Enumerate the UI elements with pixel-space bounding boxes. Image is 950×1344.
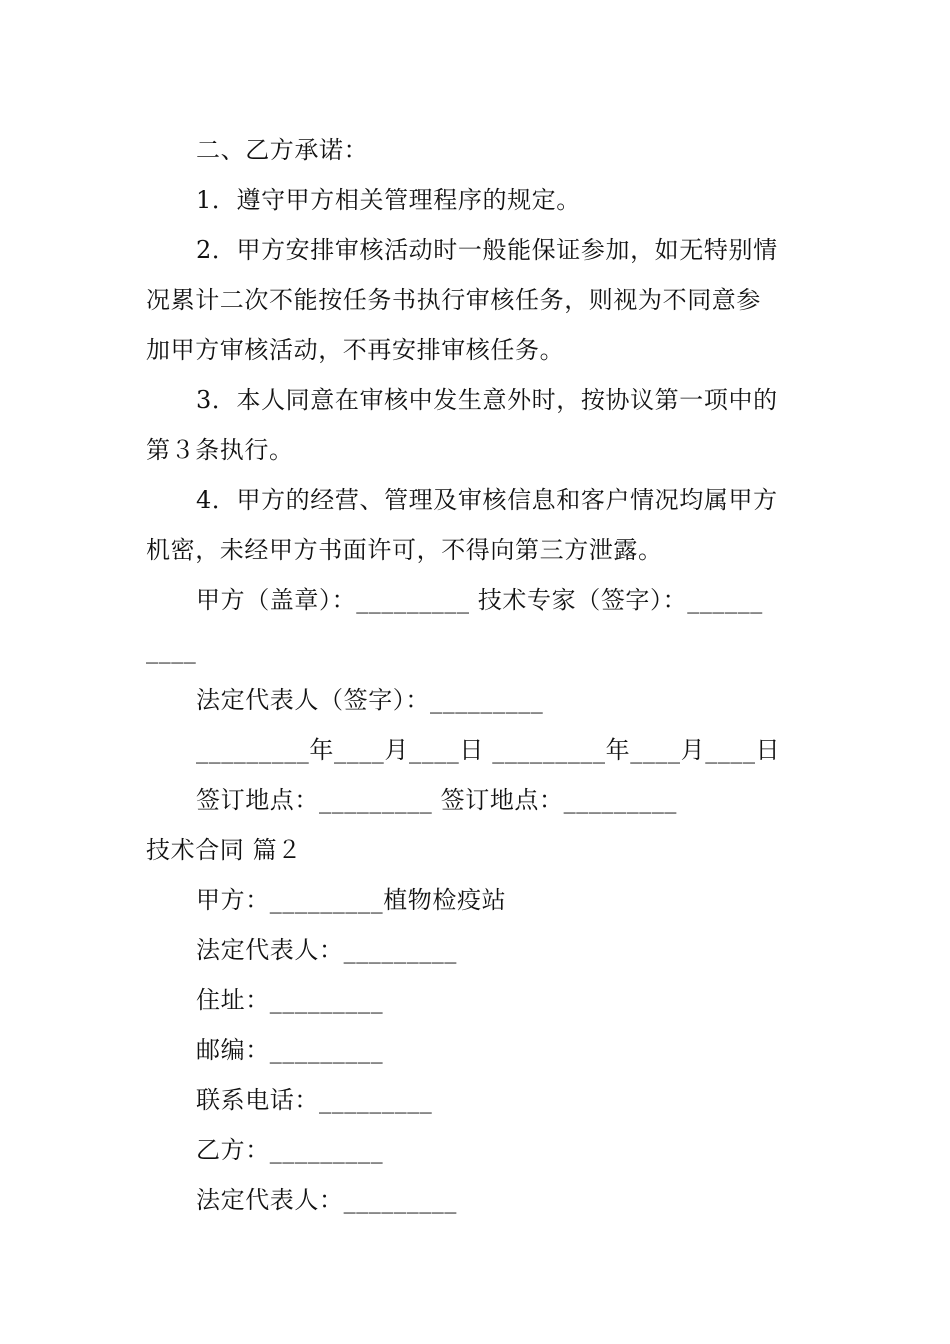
contract-2-legal-rep-b: 法定代表人：_________ <box>196 1186 457 1214</box>
section-heading: 二、乙方承诺： <box>196 136 369 164</box>
contract-2-legal-rep-a: 法定代表人：_________ <box>196 936 457 964</box>
contract-2-party-a: 甲方：_________植物检疫站 <box>196 886 507 914</box>
contract-2-party-b: 乙方：_________ <box>196 1136 384 1164</box>
signing-places: 签订地点：_________ 签订地点：_________ <box>196 786 678 814</box>
clause-4-line-1: 4．甲方的经营、管理及审核信息和客户情况均属甲方 <box>196 486 778 514</box>
clause-3-line-2: 第３条执行。 <box>146 436 294 464</box>
clause-2-line-2: 况累计二次不能按任务书执行审核任务，则视为不同意参 <box>146 286 761 314</box>
signature-dates: _________年____月____日 _________年____月____日 <box>196 736 781 764</box>
signature-line-party-a-expert: 甲方（盖章）：_________ 技术专家（签字）：______ <box>196 586 763 614</box>
clause-4-line-2: 机密，未经甲方书面许可，不得向第三方泄露。 <box>146 536 663 564</box>
contract-2-title: 技术合同 篇２ <box>146 836 302 864</box>
contract-2-postcode: 邮编：_________ <box>196 1036 384 1064</box>
signature-line-continuation: ____ <box>146 636 197 664</box>
contract-2-phone: 联系电话：_________ <box>196 1086 433 1114</box>
signature-legal-rep: 法定代表人（签字）：_________ <box>196 686 544 714</box>
clause-2-line-1: 2．甲方安排审核活动时一般能保证参加，如无特别情 <box>196 236 778 264</box>
clause-1: 1．遵守甲方相关管理程序的规定。 <box>196 186 581 214</box>
clause-3-line-1: 3．本人同意在审核中发生意外时，按协议第一项中的 <box>196 386 778 414</box>
contract-2-address: 住址：_________ <box>196 986 384 1014</box>
clause-2-line-3: 加甲方审核活动，不再安排审核任务。 <box>146 336 565 364</box>
